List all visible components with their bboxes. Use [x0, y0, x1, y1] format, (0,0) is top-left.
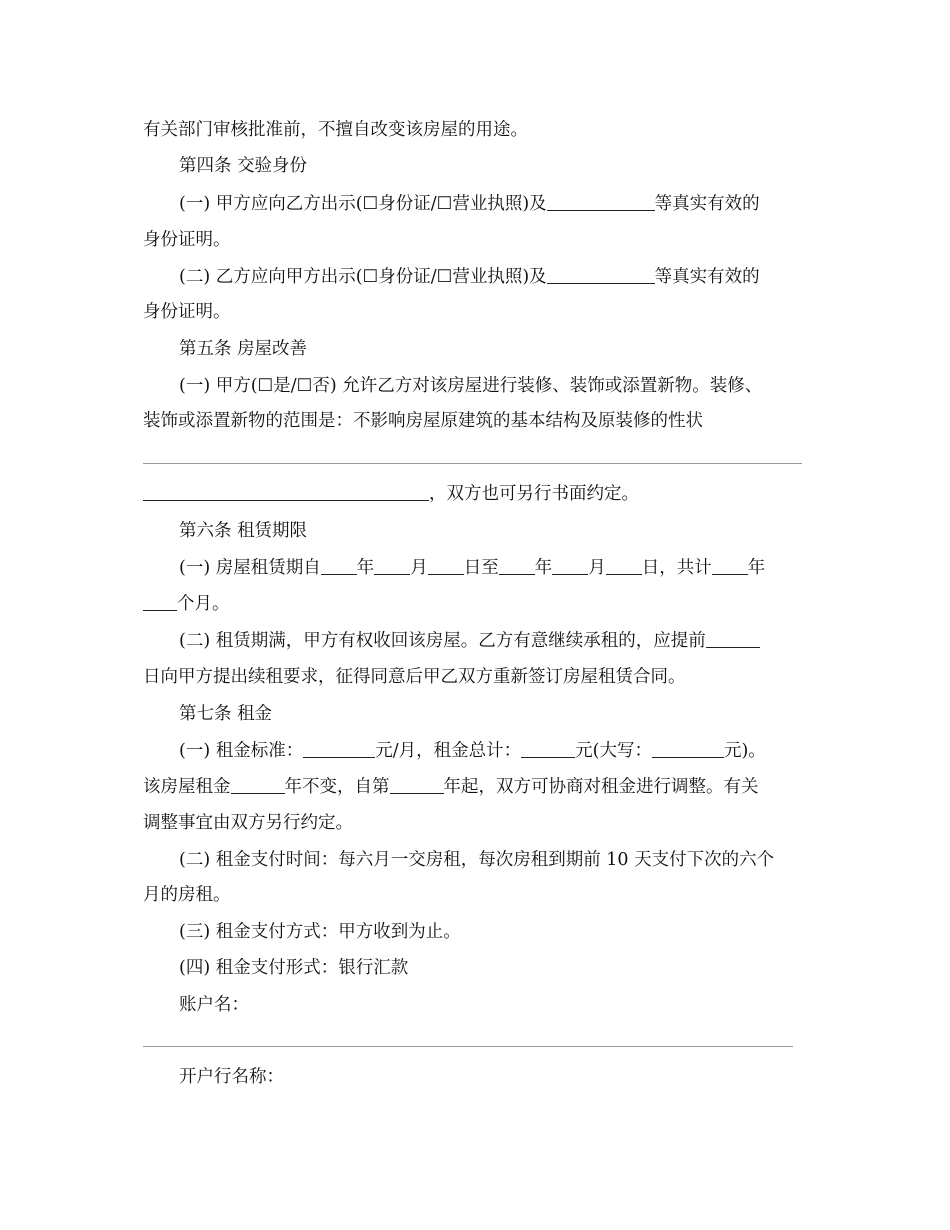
article-4-clause-2-text: (二) 乙方应向甲方出示(☐身份证/☐营业执照)及 — [179, 267, 547, 287]
paragraph-line — [143, 483, 639, 505]
article-4-clause-1-suffix: 等真实有效的 — [654, 194, 760, 214]
fill-in-blank[interactable] — [547, 194, 655, 211]
article-6-heading: 第六条 租赁期限 — [179, 521, 308, 541]
renewal-days-blank[interactable] — [706, 631, 760, 648]
year-unit: 年 — [534, 558, 553, 578]
rent-uppercase-blank[interactable] — [652, 741, 724, 758]
rent-total-blank[interactable] — [521, 741, 575, 758]
start-month-blank[interactable] — [374, 558, 410, 575]
adjust-from-label: 年不变，自第 — [284, 777, 390, 797]
start-day-blank[interactable] — [428, 558, 464, 575]
start-year-blank[interactable] — [321, 558, 357, 575]
month-unit: 个月。 — [177, 594, 230, 614]
paragraph-line: (一) 甲方(☐是/☐否) 允许乙方对该房屋进行装修、装饰或添置新物。装修、 — [179, 376, 763, 396]
paragraph-line: 日向甲方提出续租要求，征得同意后甲乙双方重新签订房屋租赁合同。 — [143, 667, 686, 687]
adjust-text: 年起，双方可协商对租金进行调整。有关 — [443, 777, 759, 797]
end-day-blank[interactable] — [606, 558, 642, 575]
end-month-blank[interactable] — [552, 558, 588, 575]
paragraph-line — [143, 593, 230, 615]
fixed-years-blank[interactable] — [231, 777, 285, 794]
adjust-year-blank[interactable] — [390, 777, 444, 794]
paragraph-line: 装饰或添置新物的范围是：不影响房屋原建筑的基本结构及原装修的性状 — [143, 411, 703, 431]
rent-total-label: 元/月，租金总计： — [375, 741, 522, 761]
article-4-clause-1-text: (一) 甲方应向乙方出示(☐身份证/☐营业执照)及 — [179, 194, 547, 214]
paragraph-line: (四) 租金支付形式：银行汇款 — [179, 958, 409, 978]
paragraph-line: 身份证明。 — [143, 302, 231, 322]
paragraph-line — [179, 557, 765, 579]
renewal-clause-text: (二) 租赁期满，甲方有权收回该房屋。乙方有意继续承租的，应提前 — [179, 631, 706, 651]
paragraph-line: 调整事宜由双方另行约定。 — [143, 813, 353, 833]
article-5-heading: 第五条 房屋改善 — [179, 339, 308, 359]
rent-uppercase-label: 元(大写： — [575, 741, 652, 761]
fill-in-blank[interactable] — [547, 267, 655, 284]
paragraph-line — [179, 630, 760, 652]
paragraph-line — [143, 776, 759, 798]
fill-in-blank[interactable] — [143, 484, 429, 501]
account-name-label: 账户名： — [179, 995, 249, 1015]
day-unit-total: 日，共计 — [641, 558, 712, 578]
article-4-clause-2-suffix: 等真实有效的 — [654, 267, 760, 287]
article-5-clause-1-end: ，双方也可另行书面约定。 — [429, 484, 639, 504]
total-months-blank[interactable] — [143, 594, 177, 611]
monthly-rent-blank[interactable] — [303, 741, 375, 758]
paragraph-line: (三) 租金支付方式：甲方收到为止。 — [179, 922, 461, 942]
rent-standard-label: (一) 租金标准： — [179, 741, 304, 761]
article-4-heading: 第四条 交验身份 — [179, 156, 308, 176]
yuan-unit: 元)。 — [723, 741, 766, 761]
paragraph-line: 月的房租。 — [143, 885, 231, 905]
paragraph-line — [179, 740, 766, 762]
end-year-blank[interactable] — [499, 558, 535, 575]
paragraph-line — [179, 266, 760, 288]
year-unit: 年 — [747, 558, 766, 578]
month-unit: 月 — [588, 558, 606, 578]
fill-in-line[interactable] — [143, 463, 802, 464]
paragraph-line: (二) 租金支付时间：每六月一交房租，每次房租到期前 10 天支付下次的六个 — [179, 850, 775, 870]
total-years-blank[interactable] — [712, 558, 748, 575]
article-7-heading: 第七条 租金 — [179, 704, 273, 724]
rent-fixed-label: 该房屋租金 — [143, 777, 231, 797]
month-unit: 月 — [410, 558, 428, 578]
lease-term-label: (一) 房屋租赁期自 — [179, 558, 321, 578]
account-name-fill-line[interactable] — [143, 1046, 793, 1047]
day-unit-to: 日至 — [463, 558, 499, 578]
bank-name-label: 开户行名称： — [179, 1067, 284, 1087]
paragraph-line — [179, 193, 760, 215]
year-unit: 年 — [356, 558, 375, 578]
paragraph-line: 身份证明。 — [143, 230, 231, 250]
paragraph-line: 有关部门审核批准前，不擅自改变该房屋的用途。 — [143, 120, 528, 140]
